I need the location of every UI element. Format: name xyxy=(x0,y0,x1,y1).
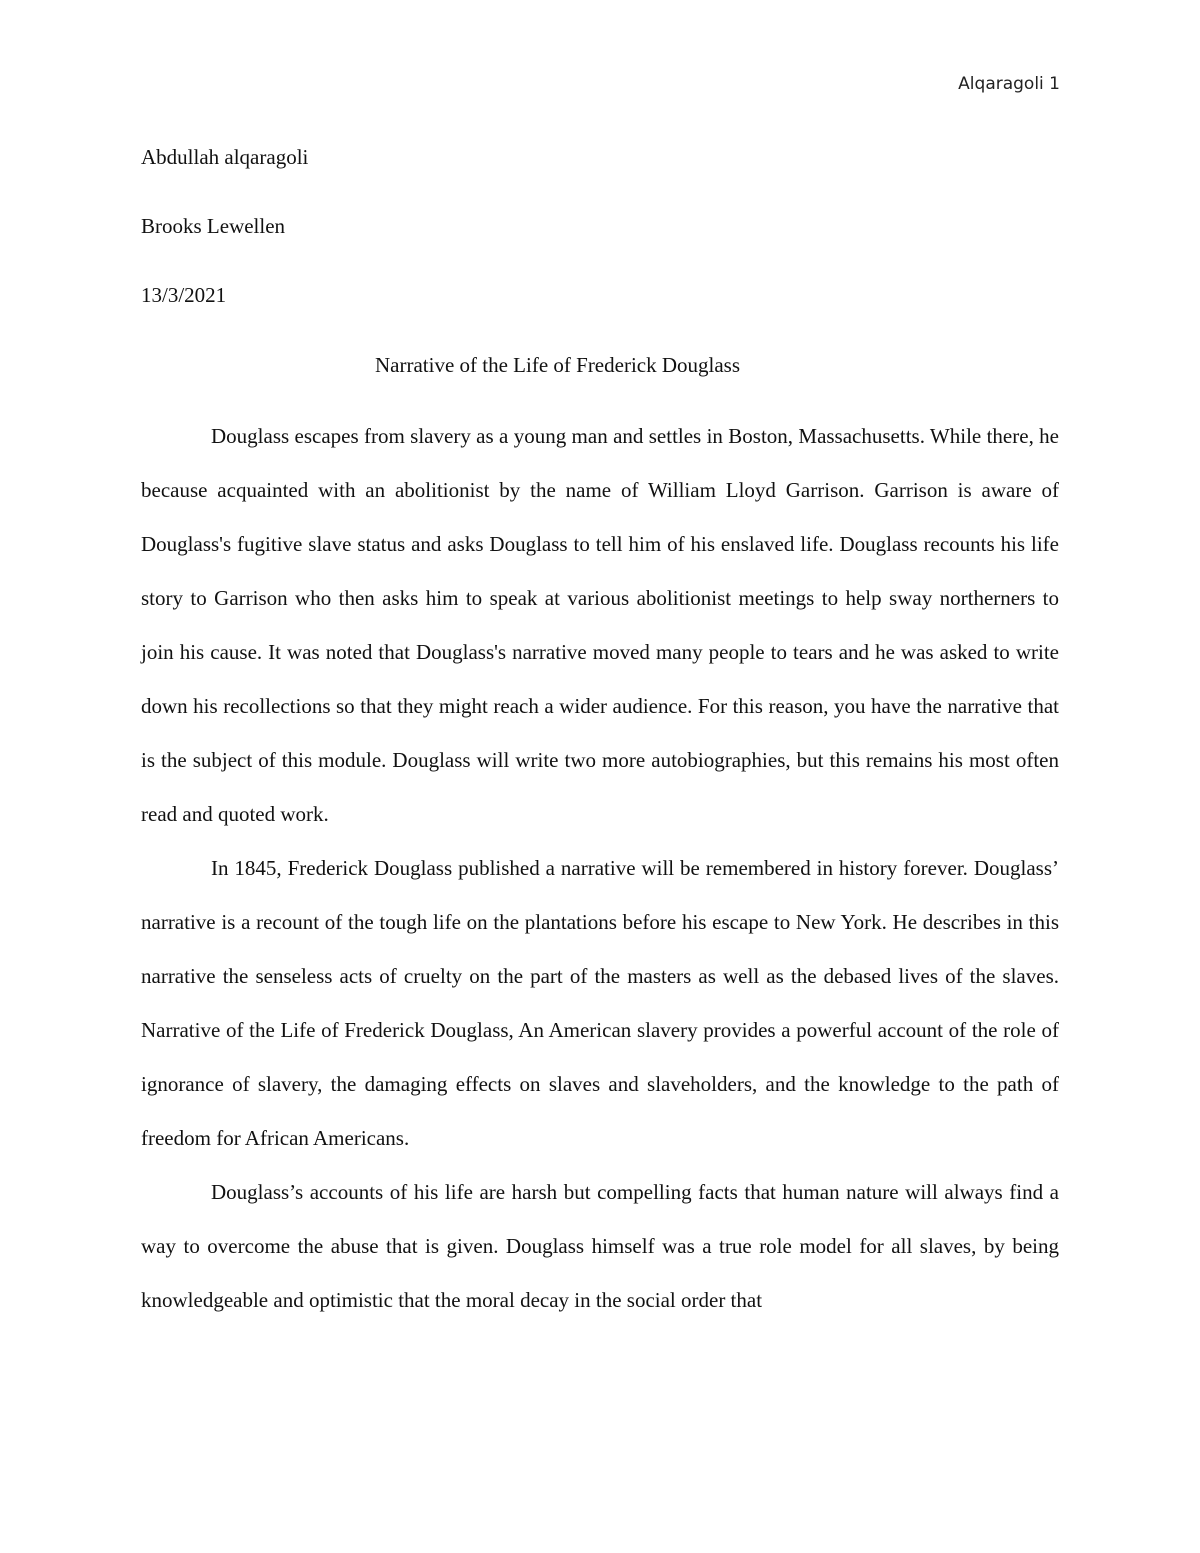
student-name: Abdullah alqaragoli xyxy=(141,145,309,169)
paragraph-2: In 1845, Frederick Douglass published a narrative will be remembered in history forever. Douglass’ narrative is a recount of the tough life on the plantations before his escape to New York. He describes in this narrative the senseless acts of cruelty on the part of the masters as well as the debased lives of the slaves. Narrative of the Life of Frederick Douglass, An American slavery provides a powerful account of the role of ignorance of slavery, the damaging effects on slaves and slaveholders, and the knowledge to the path of freedom for African Americans. xyxy=(141,856,1059,1150)
paragraph-3: Douglass’s accounts of his life are harsh but compelling facts that human nature will always find a way to overcome the abuse that is given. Douglass himself was a true role model for all slaves, by being knowledgeable and optimistic that the moral decay in the social order that xyxy=(141,1180,1059,1312)
paragraph-1: Douglass escapes from slavery as a young man and settles in Boston, Massachusetts. While there, he because acquainted with an abolitionist by the name of William Lloyd Garrison. Garrison is aware of Douglass's fugitive slave status and asks Douglass to tell him of his enslaved life. Douglass recounts his life story to Garrison who then asks him to speak at various abolitionist meetings to help sway northerners to join his cause. It was noted that Douglass's narrative moved many people to tears and he was asked to write down his recollections so that they might reach a wider audience. For this reason, you have the narrative that is the subject of this module. Douglass will write two more autobiographies, but this remains his most often read and quoted work. xyxy=(141,424,1059,826)
date-line: 13/3/2021 xyxy=(141,283,227,307)
page-title: Narrative of the Life of Frederick Douglass xyxy=(374,353,741,377)
instructor-name: Brooks Lewellen xyxy=(141,214,286,238)
running-head: Alqaragoli 1 xyxy=(958,74,1060,94)
essay-body xyxy=(141,409,1059,1327)
